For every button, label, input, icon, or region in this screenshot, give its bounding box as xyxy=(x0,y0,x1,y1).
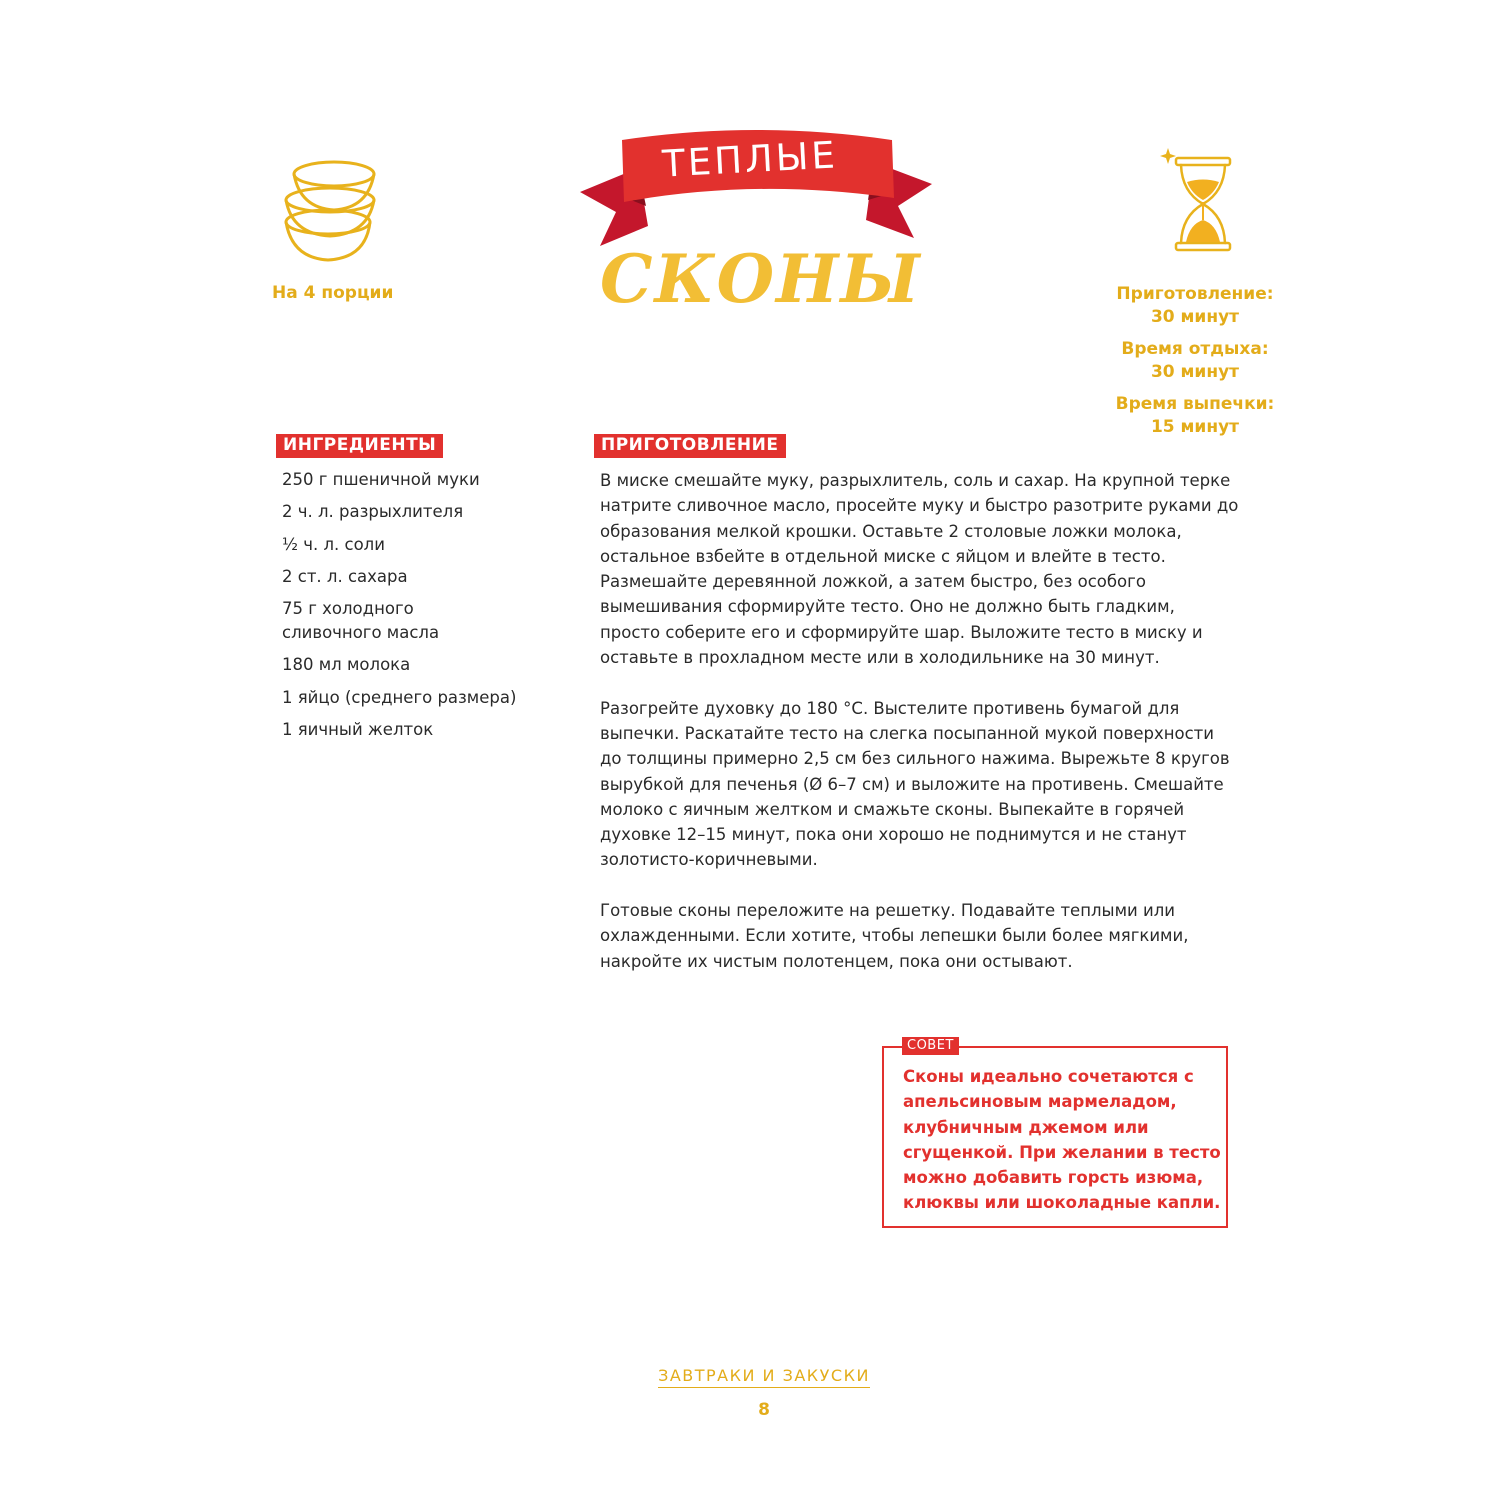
hourglass-icon xyxy=(1158,144,1234,254)
preparation-text xyxy=(600,468,1240,999)
preparation-paragraph: Готовые сконы переложите на решетку. Подавайте теплыми или охлажденными. Если хотите, чтобы лепешки были более мягкими, накройте их чистым полотенцем, пока они остывают. xyxy=(600,901,1189,971)
title-banner-text: ТЕПЛЫЕ xyxy=(661,133,839,186)
cooking-times xyxy=(1100,283,1290,448)
list-item: 2 ст. л. сахара xyxy=(282,566,408,586)
rest-time-label: Время отдыха: xyxy=(1121,339,1269,359)
servings-text: На 4 порции xyxy=(272,283,394,303)
bake-time-label: Время выпечки: xyxy=(1115,394,1275,414)
preparation-heading: ПРИГОТОВЛЕНИЕ xyxy=(594,434,786,458)
list-item: ½ ч. л. соли xyxy=(282,534,385,554)
bake-time xyxy=(1100,393,1290,439)
tip-label: СОВЕТ xyxy=(902,1037,959,1055)
list-item: 75 г холодного сливочного масла xyxy=(282,599,440,643)
footer-section-text: ЗАВТРАКИ И ЗАКУСКИ xyxy=(658,1366,870,1388)
bowls-icon xyxy=(278,152,382,264)
prep-time-label: Приготовление: xyxy=(1116,284,1274,304)
list-item: 2 ч. л. разрыхлителя xyxy=(282,502,464,522)
list-item: 250 г пшеничной муки xyxy=(282,470,480,489)
preparation-paragraph: Разогрейте духовку до 180 °С. Выстелите противень бумагой для выпечки. Раскатайте тесто на слегка посыпанной мукой поверхности до толщины примерно 2,5 см без сильного нажима. Вырежьте 8 кругов вырубкой для печенья (Ø 6–7 см) и выложите на противень. Смешайте молоко с яичным желтком и смажьте сконы. Выпекайте в горячей духовке 12–15 минут, пока они хорошо не поднимутся и не станут золотисто-коричневыми. xyxy=(600,698,1230,870)
list-item: 1 яйцо (среднего размера) xyxy=(282,687,517,707)
rest-time xyxy=(1100,338,1290,384)
page-number: 8 xyxy=(758,1400,770,1420)
tip-text: Сконы идеально сочетаются с апельсиновым мармеладом, клубничным джемом или сгущенкой. При желании в тесто можно добавить горсть изюма, клюквы или шоколадные капли. xyxy=(903,1067,1221,1213)
ingredients-list xyxy=(282,468,572,750)
rest-time-value: 30 минут xyxy=(1150,362,1240,382)
list-item: 1 яичный желток xyxy=(282,720,434,740)
bake-time-value: 15 минут xyxy=(1150,417,1240,437)
list-item: 180 мл молока xyxy=(282,655,411,675)
page-title: СКОНЫ xyxy=(600,240,922,318)
footer-section-title xyxy=(600,1366,928,1388)
prep-time xyxy=(1100,283,1290,329)
ingredients-heading: ИНГРЕДИЕНТЫ xyxy=(276,434,443,458)
prep-time-value: 30 минут xyxy=(1150,307,1240,327)
preparation-paragraph: В миске смешайте муку, разрыхлитель, соль и сахар. На крупной терке натрите сливочное масло, просейте муку и быстро разотрите руками до образования мелкой крошки. Оставьте 2 столовые ложки молока, остальное взбейте в отдельной миске с яйцом и влейте в тесто. Размешайте деревянной ложкой, а затем быстро, без особого вымешивания сформируйте тесто. Оно не должно быть гладким, просто соберите его и сформируйте шар. Выложите тесто в миску и оставьте в прохладном месте или в холодильнике на 30 минут. xyxy=(600,471,1239,668)
